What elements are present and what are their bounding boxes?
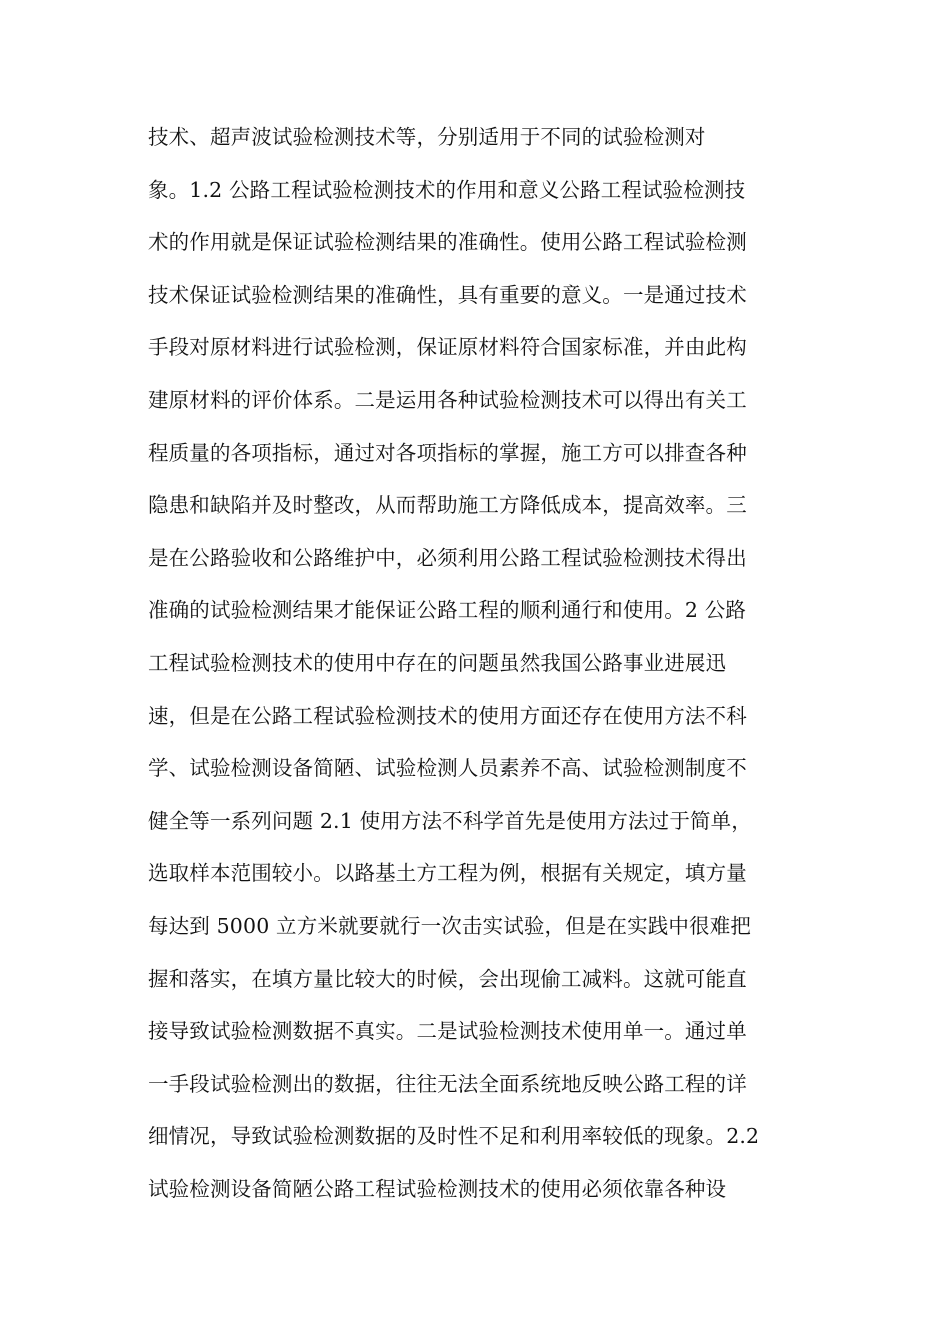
text-line: 建原材料的评价体系。二是运用各种试验检测技术可以得出有关工: [148, 387, 747, 412]
text-line: 速，但是在公路工程试验检测技术的使用方面还存在使用方法不科: [148, 703, 747, 728]
text-line: 是在公路验收和公路维护中，必须利用公路工程试验检测技术得出: [148, 545, 747, 570]
text-line: 手段对原材料进行试验检测，保证原材料符合国家标准，并由此构: [148, 335, 747, 360]
text-line: 学、试验检测设备简陋、试验检测人员素养不高、试验检测制度不: [148, 756, 747, 781]
text-line: 技术、超声波试验检测技术等，分别适用于不同的试验检测对: [148, 125, 706, 149]
text-line: 工程试验检测技术的使用中存在的问题虽然我国公路事业进展迅: [148, 650, 727, 675]
text-line: 准确的试验检测结果才能保证公路工程的顺利通行和使用。2 公路: [148, 598, 747, 623]
text-line: 隐患和缺陷并及时整改，从而帮助施工方降低成本，提高效率。三: [148, 493, 747, 518]
text-line: 握和落实，在填方量比较大的时候，会出现偷工减料。这就可能直: [148, 966, 747, 991]
text-line: 选取样本范围较小。以路基土方工程为例，根据有关规定，填方量: [148, 861, 747, 886]
body-text: [148, 117, 808, 1221]
text-line: 每达到 5000 立方米就要就行一次击实试验，但是在实践中很难把: [148, 913, 752, 938]
text-line: 程质量的各项指标，通过对各项指标的掌握，施工方可以排查各种: [148, 440, 747, 465]
text-line: 一手段试验检测出的数据，往往无法全面系统地反映公路工程的详: [148, 1071, 747, 1096]
text-line: 象。1.2 公路工程试验检测技术的作用和意义公路工程试验检测技: [148, 177, 746, 202]
text-line: 试验检测设备简陋公路工程试验检测技术的使用必须依靠各种设: [148, 1176, 727, 1201]
text-line: 健全等一系列问题 2.1 使用方法不科学首先是使用方法过于简单，: [148, 808, 752, 833]
text-line: 术的作用就是保证试验检测结果的准确性。使用公路工程试验检测: [148, 230, 747, 255]
text-line: 技术保证试验检测结果的准确性，具有重要的意义。一是通过技术: [148, 282, 747, 307]
text-line: 接导致试验检测数据不真实。二是试验检测技术使用单一。通过单: [148, 1019, 747, 1044]
text-line: 细情况，导致试验检测数据的及时性不足和利用率较低的现象。2.2: [148, 1124, 760, 1149]
